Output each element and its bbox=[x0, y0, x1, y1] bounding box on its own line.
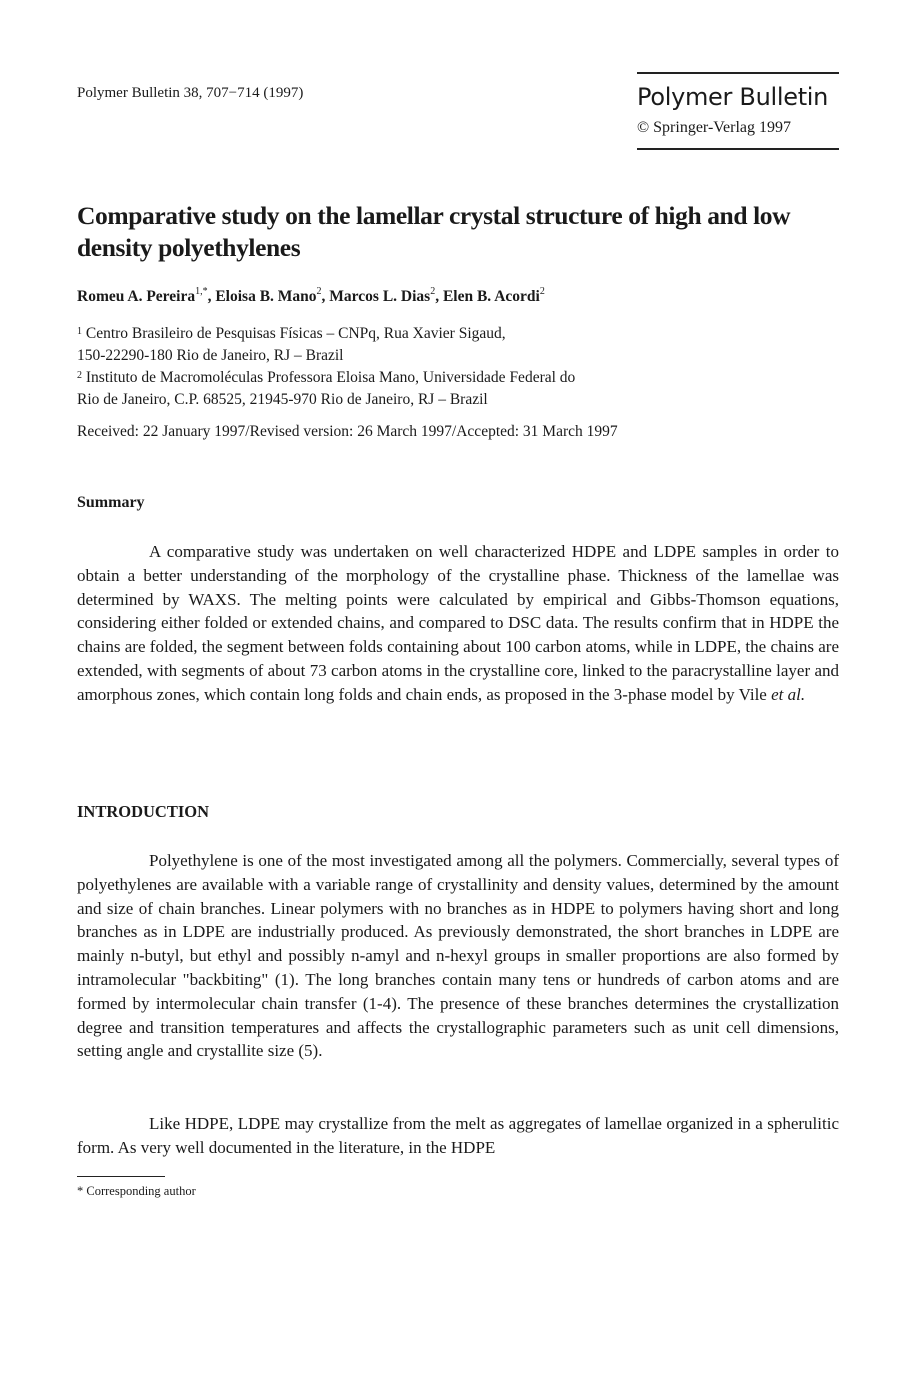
affiliation-line bbox=[77, 367, 837, 389]
footnote-text: Corresponding author bbox=[86, 1184, 196, 1198]
article-title: Comparative study on the lamellar crystal structure of high and low density polyethylenes bbox=[77, 201, 791, 262]
brand-top-rule bbox=[637, 72, 839, 74]
author-name: Romeu A. Pereira bbox=[77, 288, 196, 305]
author-separator: , bbox=[435, 288, 443, 305]
affiliation-line bbox=[77, 345, 837, 367]
journal-brand-name: Polymer Bulletin bbox=[637, 83, 829, 111]
affiliation-text: Rio de Janeiro, C.P. 68525, 21945-970 Rio de Janeiro, RJ – Brazil bbox=[77, 391, 488, 408]
footnote bbox=[77, 1184, 196, 1199]
affiliation-line bbox=[77, 389, 837, 411]
received-dates: Received: 22 January 1997/Revised version: 26 March 1997/Accepted: 31 March 1997 bbox=[77, 423, 618, 440]
author-list bbox=[77, 288, 545, 306]
footnote-mark: * bbox=[77, 1184, 84, 1198]
publisher-copyright: © Springer-Verlag 1997 bbox=[637, 119, 792, 136]
summary-paragraph bbox=[77, 540, 839, 707]
introduction-paragraph-2 bbox=[77, 1112, 839, 1160]
brand-bottom-rule bbox=[637, 148, 839, 150]
affiliation-text: 150-22290-180 Rio de Janeiro, RJ – Brazil bbox=[77, 347, 344, 364]
affiliations bbox=[77, 323, 837, 411]
affiliation-text: Centro Brasileiro de Pesquisas Físicas – CNPq, Rua Xavier Sigaud, bbox=[85, 325, 506, 342]
introduction-text-2: Like HDPE, LDPE may crystallize from the melt as aggregates of lamellae organized in a spherulitic form. As very well documented in the literature, in the HDPE bbox=[77, 1114, 839, 1157]
author-affiliation-mark: 2 bbox=[539, 286, 545, 297]
author-name: Marcos L. Dias bbox=[329, 288, 431, 305]
journal-reference: Polymer Bulletin 38, 707−714 (1997) bbox=[77, 85, 304, 101]
author-affiliation-mark: 2 bbox=[316, 286, 322, 297]
author-name: Elen B. Acordi bbox=[442, 288, 540, 305]
affiliation-mark: 2 bbox=[77, 370, 82, 381]
summary-italic-text: et al. bbox=[771, 684, 806, 704]
author-name: Eloisa B. Mano bbox=[215, 288, 317, 305]
affiliation-mark: 1 bbox=[77, 326, 82, 337]
summary-heading: Summary bbox=[77, 494, 145, 511]
author-separator: , bbox=[207, 288, 216, 305]
author-affiliation-mark: 2 bbox=[430, 286, 436, 297]
affiliation-line bbox=[77, 323, 837, 345]
introduction-paragraph-1 bbox=[77, 849, 839, 1063]
author-affiliation-mark: 1,* bbox=[195, 286, 208, 297]
journal-brand-block bbox=[637, 72, 839, 150]
summary-text: A comparative study was undertaken on well characterized HDPE and LDPE samples in order to obtain a better understanding of the morphology of the crystalline phase. Thickness of the lamellae was determined by WAXS. The melting points were calculated by empirical and Gibbs-Thomson equations, considering either folded or extended chains, and compared to DSC data. The results confirm that in HDPE the chains are folded, the segment between folds containing about 100 carbon atoms, while in LDPE, the chains are extended, with segments of about 73 carbon atoms in the crystalline core, linked to the paracrystalline layer and amorphous zones, which contain long folds and chain ends, as proposed in the 3-phase model by Vile bbox=[77, 542, 839, 704]
author-separator: , bbox=[321, 288, 330, 305]
footnote-rule bbox=[77, 1176, 165, 1177]
introduction-heading: INTRODUCTION bbox=[77, 802, 210, 821]
introduction-text-1: Polyethylene is one of the most investigated among all the polymers. Commercially, several types of polyethylenes are available with a variable range of crystallinity and density values, determined by the amount and size of chain branches. Linear polymers with no branches as in HDPE to polymers having short and long branches as in LDPE are industrially produced. As previously demonstrated, the short branches in LDPE are mainly n-butyl, but ethyl and possibly n-amyl and n-hexyl groups in smaller proportions are also formed by intramolecular "backbiting" (1). The long branches contain many tens or hundreds of carbon atoms and are formed by intermolecular chain transfer (1-4). The presence of these branches determines the crystallization degree and transition temperatures and affects the crystallographic parameters such as unit cell dimensions, setting angle and crystallite size (5). bbox=[77, 851, 839, 1061]
affiliation-text: Instituto de Macromoléculas Professora Eloisa Mano, Universidade Federal do bbox=[85, 369, 576, 386]
